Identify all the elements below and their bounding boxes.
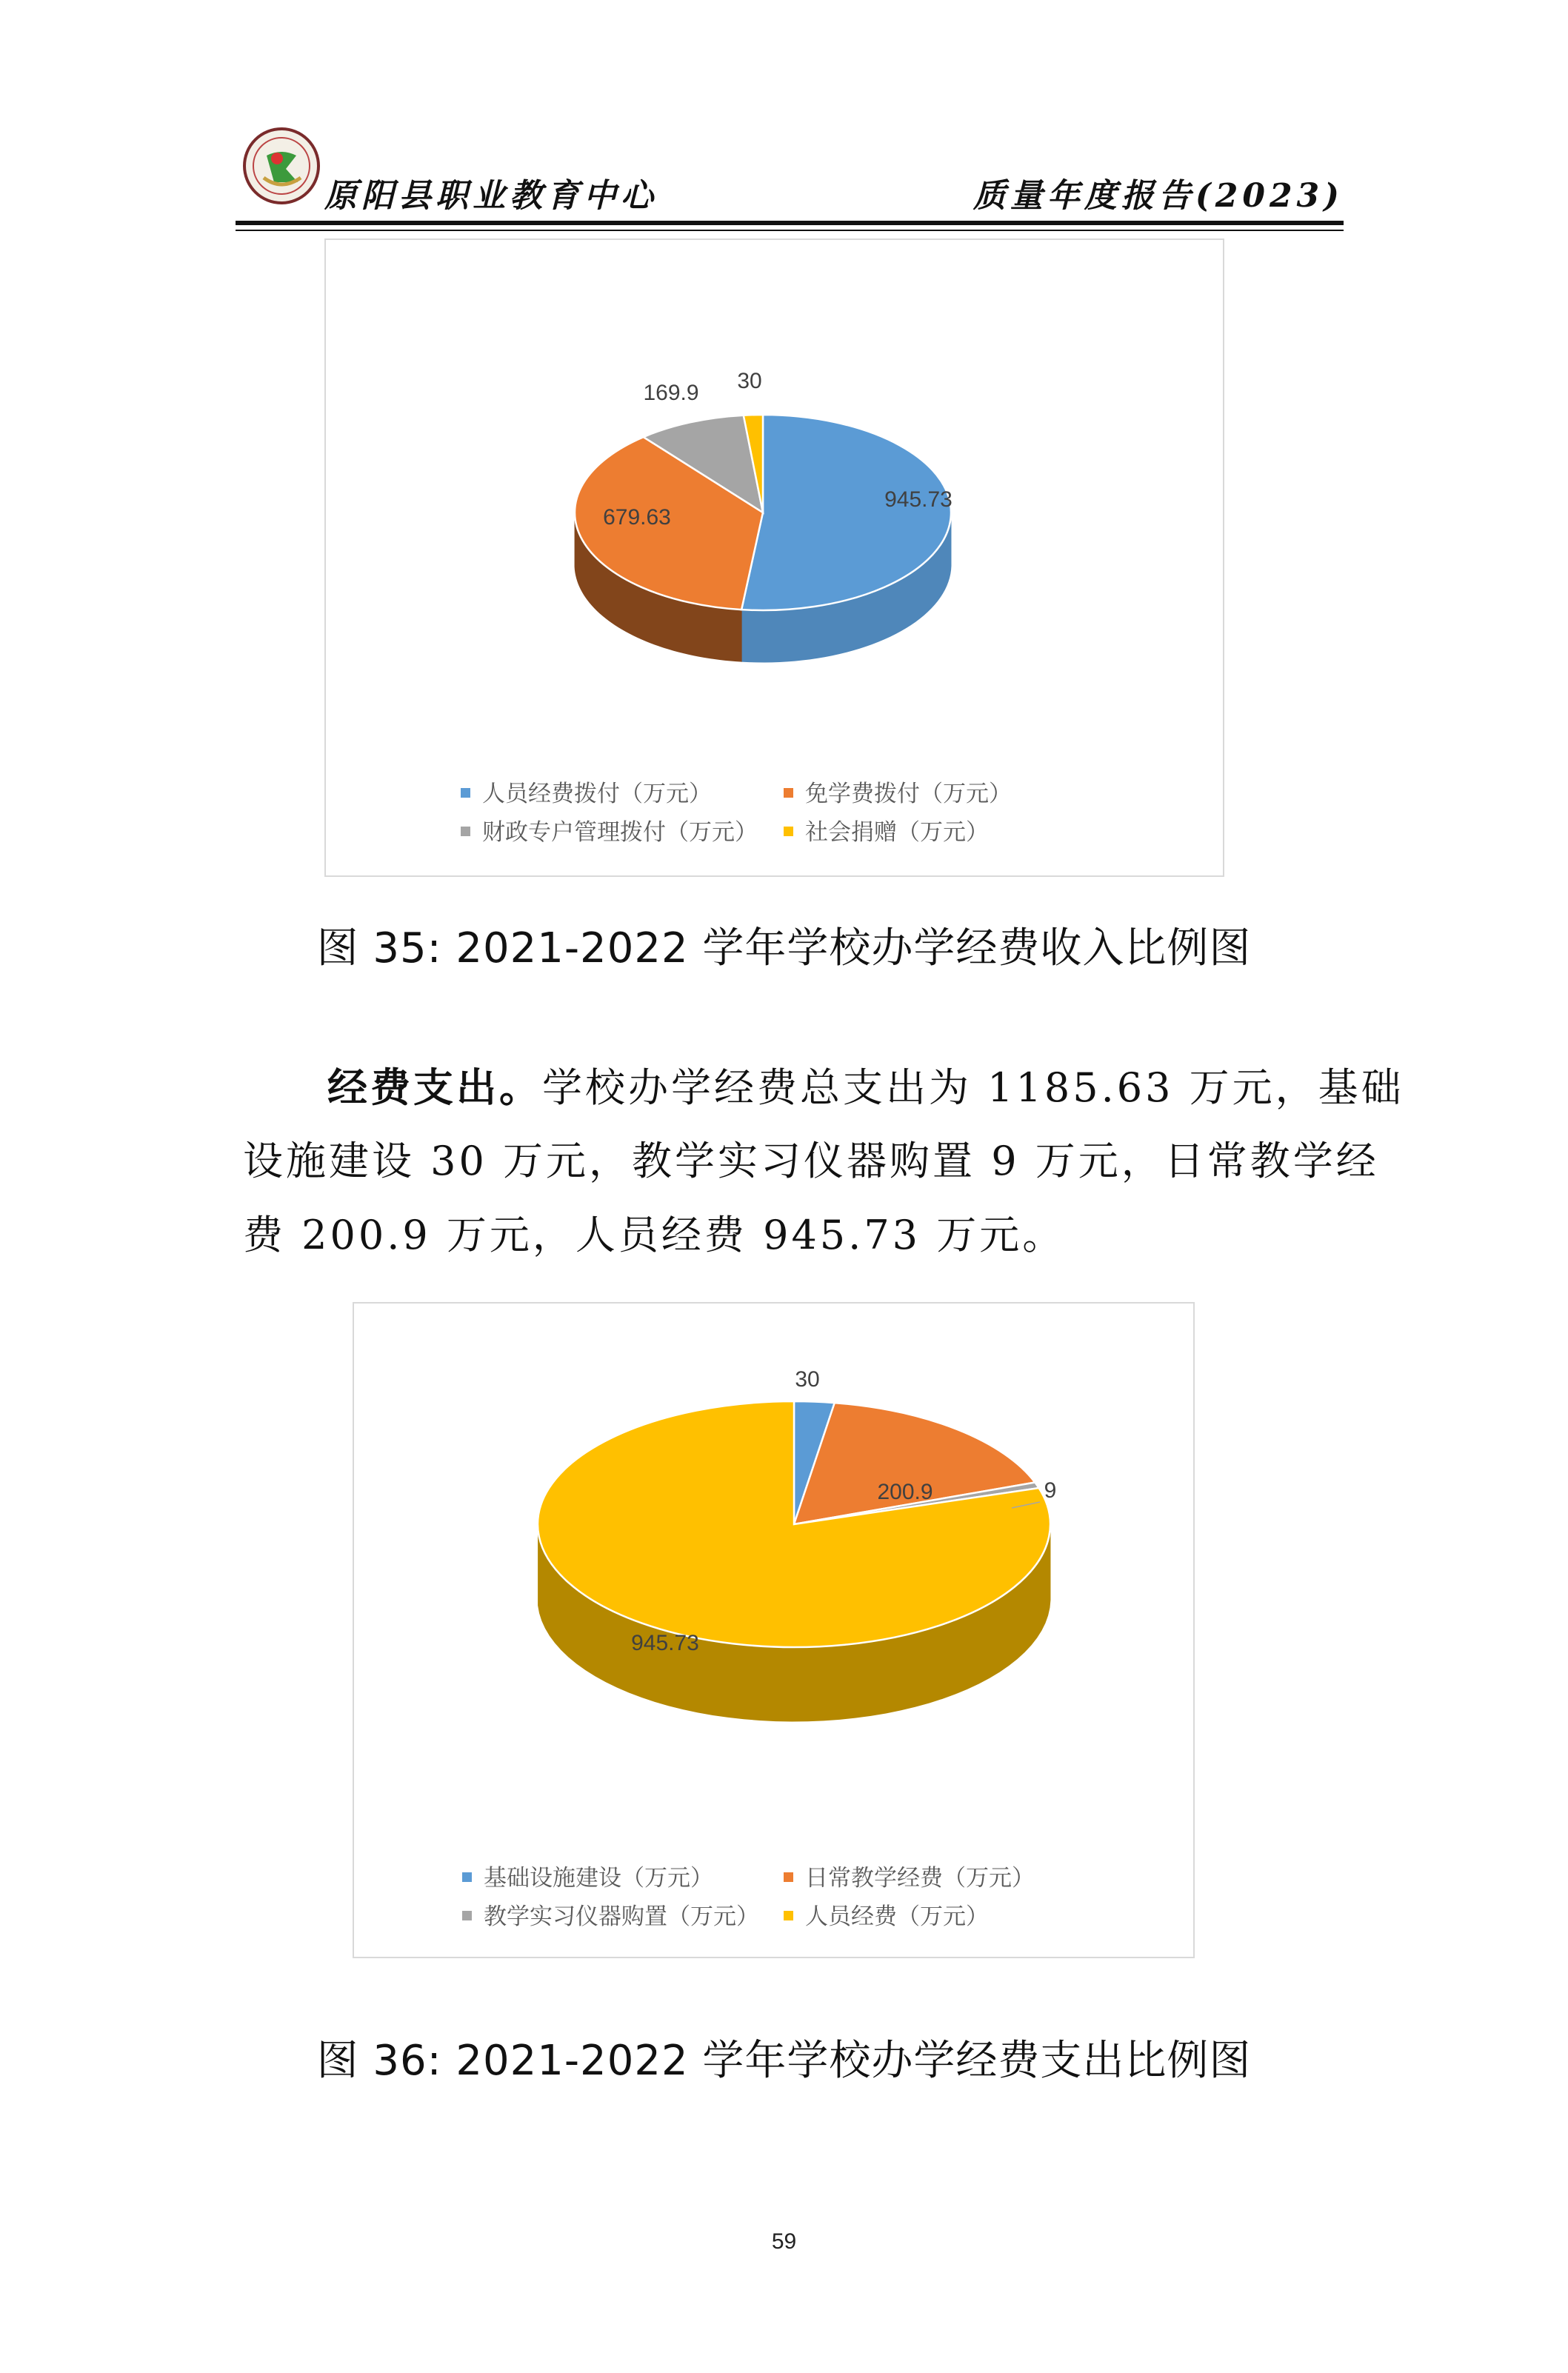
data-label: 30 (737, 369, 762, 393)
legend-swatch (784, 788, 793, 798)
legend-item (784, 775, 1012, 808)
paragraph-line (327, 1050, 1404, 1125)
legend-swatch (784, 827, 793, 836)
report-title: 质量年度报告(2023) (973, 177, 1344, 215)
paragraph-line: 设施建设 30 万元，教学实习仪器购置 9 万元，日常教学经 (243, 1138, 1379, 1184)
data-label: 169.9 (643, 381, 699, 405)
income-chart (324, 238, 1224, 877)
legend-item (784, 1898, 989, 1931)
data-label: 945.73 (631, 1631, 699, 1655)
page-number: 59 (771, 2229, 797, 2254)
legend-swatch (784, 1911, 793, 1920)
legend-swatch (461, 827, 470, 836)
paragraph-line: 费 200.9 万元，人员经费 945.73 万元。 (243, 1212, 1066, 1258)
legend-item (784, 1859, 1035, 1892)
data-label: 200.9 (877, 1480, 933, 1504)
legend-item (462, 1859, 713, 1892)
legend-label: 人员经费拨付（万元） (482, 781, 712, 807)
pie-tops (538, 1401, 1050, 1647)
paragraph-text: 学校办学经费总支出为 1185.63 万元，基础 (542, 1064, 1404, 1111)
legend-label: 免学费拨付（万元） (805, 781, 1012, 807)
page-header (236, 119, 1344, 230)
legend-label: 日常教学经费（万元） (805, 1865, 1035, 1892)
legend-item (461, 775, 712, 808)
data-label: 679.63 (603, 505, 671, 530)
data-label: 30 (795, 1367, 820, 1392)
legend-swatch (461, 788, 470, 798)
expense-chart (353, 1302, 1195, 1958)
paragraph-lead: 经费支出。 (327, 1064, 542, 1111)
data-label: 9 (1044, 1478, 1057, 1503)
legend-swatch (784, 1872, 793, 1882)
legend-item (462, 1898, 759, 1931)
figure-caption: 图 36: 2021-2022 学年学校办学经费支出比例图 (316, 2037, 1252, 2085)
legend-label: 人员经费（万元） (805, 1903, 989, 1930)
figure-caption: 图 35: 2021-2022 学年学校办学经费收入比例图 (316, 924, 1252, 972)
header-rule-thick (236, 221, 1344, 225)
legend-label: 基础设施建设（万元） (484, 1865, 713, 1892)
legend-label: 财政专户管理拨付（万元） (482, 819, 758, 846)
header-rule-thin (236, 230, 1344, 231)
legend-swatch (462, 1872, 472, 1882)
legend-item (461, 813, 758, 847)
legend-item (784, 813, 989, 847)
legend-swatch (462, 1911, 472, 1920)
school-name: 原阳县职业教育中心 (324, 177, 658, 215)
legend-label: 教学实习仪器购置（万元） (484, 1903, 759, 1930)
legend-label: 社会捐赠（万元） (805, 819, 989, 846)
school-logo (241, 126, 321, 206)
data-label: 945.73 (884, 487, 953, 512)
